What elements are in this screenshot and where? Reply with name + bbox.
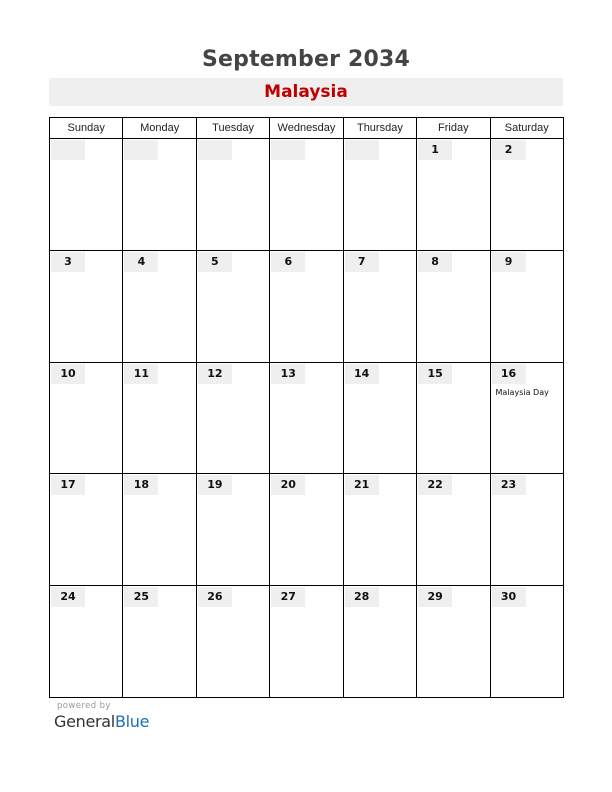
day-number: 13 [271, 364, 305, 384]
day-cell [270, 362, 343, 474]
day-cell [490, 586, 563, 698]
day-cell [270, 474, 343, 586]
day-number [51, 140, 85, 160]
day-cell [417, 586, 490, 698]
day-cell [343, 362, 416, 474]
weekday-header-saturday: Saturday [490, 118, 563, 139]
day-cell [270, 250, 343, 362]
week-row [50, 362, 564, 474]
day-number: 8 [418, 252, 452, 272]
day-number: 27 [271, 587, 305, 607]
day-cell [490, 362, 563, 474]
day-number: 18 [124, 475, 158, 495]
day-number: 10 [51, 364, 85, 384]
day-cell [50, 250, 123, 362]
day-number: 28 [345, 587, 379, 607]
day-cell [123, 474, 196, 586]
day-cell [196, 586, 269, 698]
day-cell [123, 362, 196, 474]
day-number: 4 [124, 252, 158, 272]
country-banner [49, 78, 563, 106]
week-row [50, 139, 564, 251]
day-number: 2 [492, 140, 526, 160]
day-number: 12 [198, 364, 232, 384]
day-number: 6 [271, 252, 305, 272]
day-cell [417, 139, 490, 251]
day-number [124, 140, 158, 160]
weekday-header-thursday: Thursday [343, 118, 416, 139]
day-number: 14 [345, 364, 379, 384]
day-cell [50, 586, 123, 698]
day-cell [270, 139, 343, 251]
day-number [198, 140, 232, 160]
generalblue-logo[interactable] [54, 712, 149, 731]
weekday-header-wednesday: Wednesday [270, 118, 343, 139]
day-cell [417, 362, 490, 474]
day-number: 7 [345, 252, 379, 272]
day-number: 16 [492, 364, 526, 384]
day-number: 9 [492, 252, 526, 272]
day-cell [490, 250, 563, 362]
powered-by-text: powered by [57, 701, 111, 711]
month-table [49, 117, 564, 698]
week-row [50, 586, 564, 698]
day-cell [343, 250, 416, 362]
day-cell [490, 474, 563, 586]
day-number: 15 [418, 364, 452, 384]
day-cell [196, 362, 269, 474]
day-number: 24 [51, 587, 85, 607]
day-cell [123, 250, 196, 362]
day-cell [196, 250, 269, 362]
day-number: 1 [418, 140, 452, 160]
day-cell [50, 362, 123, 474]
day-number: 30 [492, 587, 526, 607]
day-number: 25 [124, 587, 158, 607]
logo-text-general: General [54, 712, 115, 731]
weekday-header-monday: Monday [123, 118, 196, 139]
week-row [50, 474, 564, 586]
calendar-grid [49, 117, 564, 697]
day-cell [343, 139, 416, 251]
day-number: 17 [51, 475, 85, 495]
weekday-header-sunday: Sunday [50, 118, 123, 139]
day-cell [196, 474, 269, 586]
holiday-label: Malaysia Day [495, 387, 549, 397]
day-number: 22 [418, 475, 452, 495]
weekday-header-tuesday: Tuesday [196, 118, 269, 139]
logo-text-blue: Blue [114, 712, 150, 731]
day-cell [343, 586, 416, 698]
day-number [345, 140, 379, 160]
day-cell [417, 250, 490, 362]
day-cell [50, 474, 123, 586]
day-cell [343, 474, 416, 586]
day-number [271, 140, 305, 160]
day-number: 5 [198, 252, 232, 272]
day-cell [196, 139, 269, 251]
day-number: 11 [124, 364, 158, 384]
page-title: September 2034 [201, 47, 411, 72]
day-cell [123, 586, 196, 698]
day-number: 29 [418, 587, 452, 607]
weekday-header-friday: Friday [417, 118, 490, 139]
weekday-header-row [50, 118, 564, 139]
week-row [50, 250, 564, 362]
day-number: 21 [345, 475, 379, 495]
day-cell [417, 474, 490, 586]
country-name: Malaysia [264, 82, 348, 102]
day-cell [50, 139, 123, 251]
day-number: 3 [51, 252, 85, 272]
day-cell [490, 139, 563, 251]
day-cell [123, 139, 196, 251]
day-number: 20 [271, 475, 305, 495]
day-cell [270, 586, 343, 698]
day-number: 19 [198, 475, 232, 495]
day-number: 26 [198, 587, 232, 607]
day-number: 23 [492, 475, 526, 495]
